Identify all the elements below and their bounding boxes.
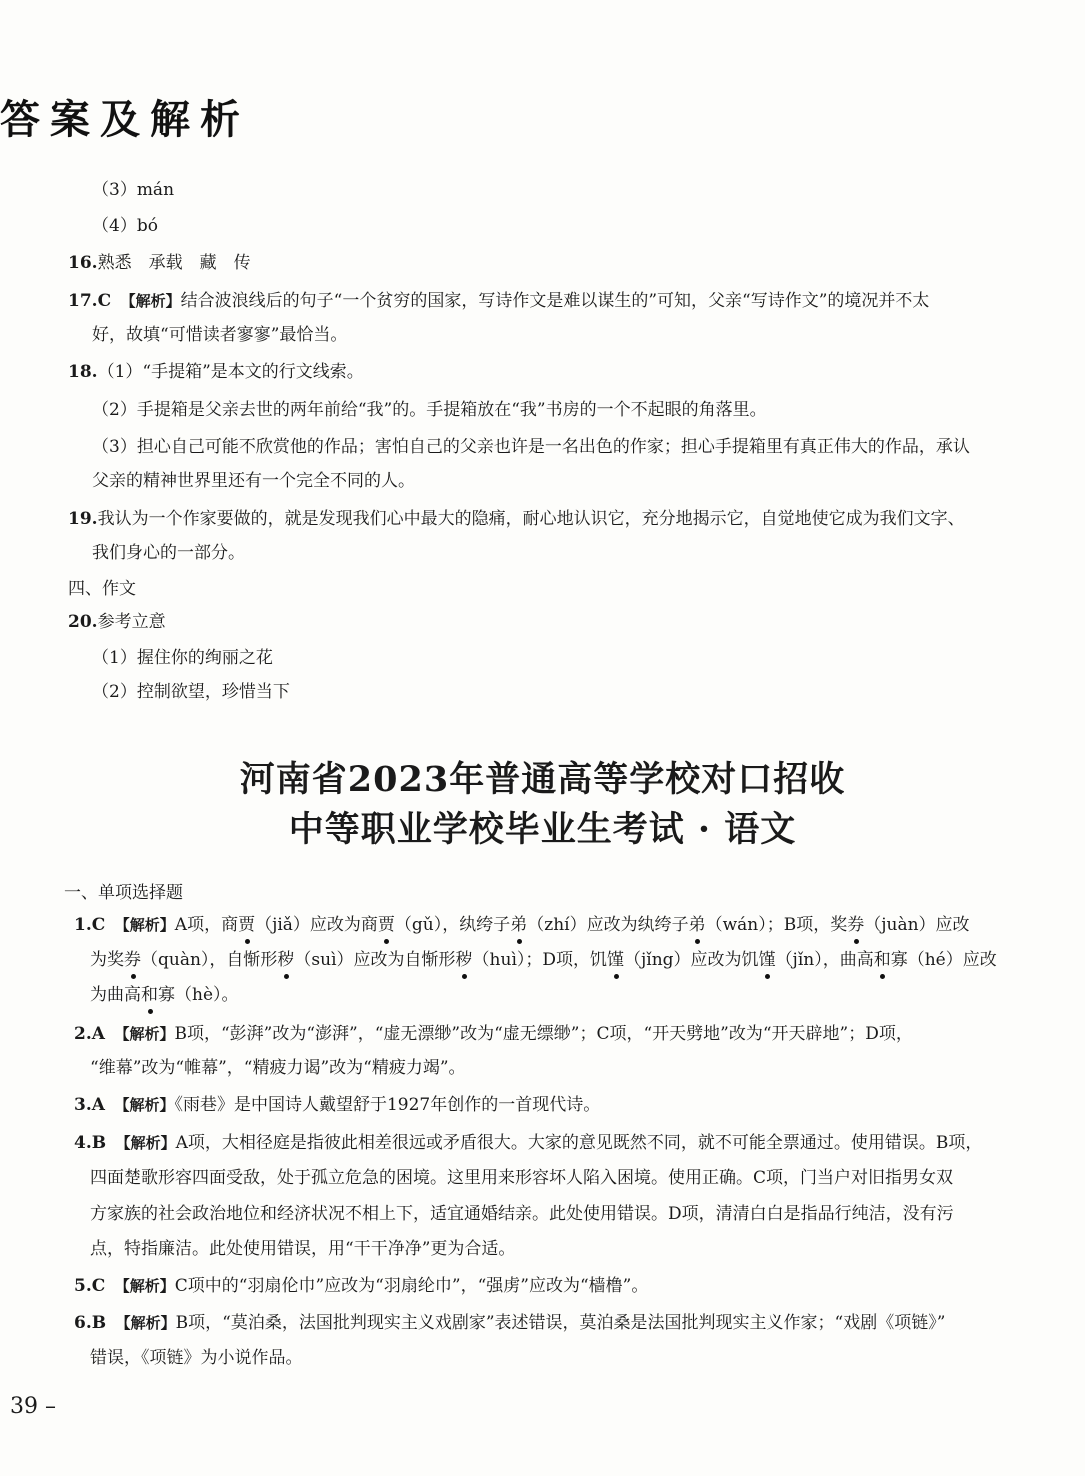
exam-title-line1: 河南省2023年普通高等学校对口招收 bbox=[239, 759, 846, 800]
question-number: 19. bbox=[68, 509, 98, 529]
answer-text: 《雨巷》是中国诗人戴望舒于1927年创作的一首现代诗。 bbox=[174, 1095, 601, 1115]
answer-2-line2: “维幕”改为“帷幕”，“精疲力谒”改为“精疲力竭”。 bbox=[90, 1058, 466, 1078]
answer-4-line4: 点，特指廉洁。此处使用错误，用“干干净净”更为合适。 bbox=[90, 1239, 516, 1259]
answer-1-line2 bbox=[90, 948, 997, 972]
emphasis-char: 秽 bbox=[455, 950, 473, 970]
question-number: 2.A bbox=[74, 1024, 105, 1044]
emphasis-char: 和 bbox=[141, 985, 158, 1005]
answer-text: B项，“彭湃”改为“澎湃”，“虚无漂缈”改为“虚无缥缈”；C项，“开天劈地”改为“开天辟地”；D项， bbox=[174, 1024, 913, 1044]
text-run: 为曲高 bbox=[90, 985, 141, 1005]
answer-text: B项，“莫泊桑，法国批判现实主义戏剧家”表述错误，莫泊桑是法国批判现实主义作家；“戏剧《项链》” bbox=[175, 1313, 946, 1333]
emphasis-char: 弟 bbox=[510, 915, 528, 935]
answer-1-line3 bbox=[90, 983, 239, 1007]
text-run: （gǔ），纨绔子 bbox=[394, 915, 511, 935]
answer-18-p3-line2: 父亲的精神世界里还有一个完全不同的人。 bbox=[92, 471, 415, 491]
section-composition: 四、作文 bbox=[68, 579, 136, 599]
text-run: （jiǎ）应改为商 bbox=[255, 915, 378, 935]
answer-4-line1 bbox=[74, 1131, 982, 1155]
question-number: 20. bbox=[68, 612, 98, 632]
text-run: （wán）；B项，奖 bbox=[705, 915, 848, 935]
exam-title-line2: 中等职业学校毕业生考试 · 语文 bbox=[288, 809, 797, 850]
question-number: 5.C bbox=[74, 1276, 106, 1296]
answer-18-p3-line1: （3）担心自己可能不欣赏他的作品；害怕自己的父亲也许是一名出色的作家；担心手提箱里有真正伟大的作品，承认 bbox=[92, 437, 970, 457]
emphasis-char: 贾 bbox=[238, 915, 256, 935]
answer-17-line2: 好，故填“可惜读者寥寥”最恰当。 bbox=[92, 325, 348, 345]
answer-6-line1 bbox=[74, 1311, 945, 1335]
text-run: A项，商 bbox=[174, 915, 239, 935]
question-number: 18. bbox=[68, 362, 98, 382]
text-run: （juàn）应改 bbox=[864, 915, 970, 935]
answer-5 bbox=[74, 1274, 648, 1298]
answer-text: 结合波浪线后的句子“一个贫穷的国家，写诗作文是难以谋生的”可知，父亲“写诗作文”的境况并不太 bbox=[180, 291, 930, 311]
answer-20-p1: （1）握住你的绚丽之花 bbox=[92, 648, 273, 668]
section-header: 答案及解析 bbox=[0, 97, 250, 143]
text-run: （quàn），自惭形 bbox=[141, 950, 278, 970]
analysis-tag: 【解析】 bbox=[128, 292, 181, 310]
answer-20-p2: （2）控制欲望，珍惜当下 bbox=[92, 682, 290, 702]
section-single-choice: 一、单项选择题 bbox=[64, 883, 183, 903]
answer-text: C项中的“羽扇伦巾”应改为“羽扇纶巾”，“强虏”应改为“樯橹”。 bbox=[174, 1276, 649, 1296]
answer-3 bbox=[74, 1093, 600, 1117]
question-number: 17.C bbox=[68, 291, 112, 311]
text-run: （suì）应改为自惭形 bbox=[294, 950, 456, 970]
analysis-tag: 【解析】 bbox=[122, 1277, 175, 1295]
emphasis-char: 券 bbox=[847, 915, 865, 935]
question-number: 3.A bbox=[74, 1095, 105, 1115]
analysis-tag: 【解析】 bbox=[121, 1025, 175, 1043]
answer-6-line2: 错误，《项链》为小说作品。 bbox=[90, 1348, 303, 1368]
answer-18-p1 bbox=[68, 360, 364, 384]
answer-20 bbox=[68, 610, 166, 634]
answer-text: 熟悉 承载 藏 传 bbox=[97, 253, 251, 273]
text-run: 寡（hè）。 bbox=[158, 985, 239, 1005]
answer-17-line1 bbox=[68, 289, 929, 313]
analysis-tag: 【解析】 bbox=[122, 916, 175, 934]
text-run: （zhí）应改为纨绔子 bbox=[527, 915, 689, 935]
answer-2-line1 bbox=[74, 1022, 913, 1046]
page-number: 39 – bbox=[10, 1394, 56, 1419]
analysis-tag: 【解析】 bbox=[123, 1134, 176, 1152]
text-run: 为奖 bbox=[90, 950, 124, 970]
answer-18-p2: （2）手提箱是父亲去世的两年前给“我”的。手提箱放在“我”书房的一个不起眼的角落里。 bbox=[92, 400, 767, 420]
emphasis-char: 弟 bbox=[688, 915, 706, 935]
answer-text: 我认为一个作家要做的，就是发现我们心中最大的隐痛，耐心地认识它，充分地揭示它，自觉地使它成为我们文字、 bbox=[97, 509, 965, 529]
answer-15-3: （3）mán bbox=[92, 180, 175, 200]
emphasis-char: 秽 bbox=[277, 950, 295, 970]
text-run: 寡（hé）应改 bbox=[890, 950, 997, 970]
answer-4-line2: 四面楚歌形容四面受敌，处于孤立危急的困境。这里用来形容坏人陷入困境。使用正确。C项，门当户对旧指男女双 bbox=[90, 1168, 954, 1188]
emphasis-char: 贾 bbox=[377, 915, 395, 935]
answer-4-line3: 方家族的社会政治地位和经济状况不相上下，适宜通婚结亲。此处使用错误。D项，清清白白是指品行纯洁，没有污 bbox=[90, 1204, 954, 1224]
answer-19-line1 bbox=[68, 507, 965, 531]
answer-19-line2: 我们身心的一部分。 bbox=[92, 543, 245, 563]
emphasis-char: 券 bbox=[124, 950, 141, 970]
answer-15-4: （4）bó bbox=[92, 216, 158, 236]
question-number: 6.B bbox=[74, 1313, 107, 1333]
emphasis-char: 和 bbox=[873, 950, 891, 970]
answer-text: （1）“手提箱”是本文的行文线索。 bbox=[97, 362, 364, 382]
answer-text: 参考立意 bbox=[97, 612, 166, 632]
analysis-tag: 【解析】 bbox=[123, 1314, 176, 1332]
emphasis-char: 馑 bbox=[607, 950, 625, 970]
question-number: 16. bbox=[68, 253, 98, 273]
text-run: （jǐn），曲高 bbox=[775, 950, 874, 970]
emphasis-char: 馑 bbox=[758, 950, 776, 970]
text-run: （huì）；D项，饥 bbox=[472, 950, 608, 970]
question-number: 1.C bbox=[74, 915, 106, 935]
question-number: 4.B bbox=[74, 1133, 107, 1153]
answer-16 bbox=[68, 251, 251, 275]
analysis-tag: 【解析】 bbox=[121, 1096, 175, 1114]
answer-text: A项，大相径庭是指彼此相差很远或矛盾很大。大家的意见既然不同，就不可能全票通过。使用错误。B项， bbox=[175, 1133, 983, 1153]
text-run: （jǐng）应改为饥 bbox=[624, 950, 759, 970]
answer-1-line1 bbox=[74, 913, 970, 937]
